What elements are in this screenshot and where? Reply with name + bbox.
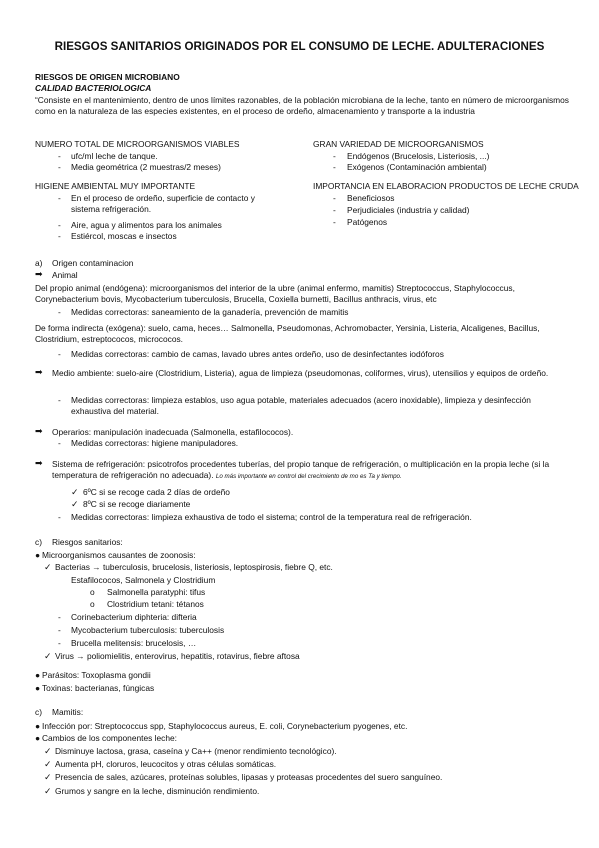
check-icon: ✓ [44,562,52,572]
bullet-icon: ● [35,550,41,560]
list-item: Bacterias → tuberculosis, brucelosis, listeriosis, leptospirosis, fiebre Q, etc. [55,562,333,572]
subsection-title: Animal [52,270,78,280]
list-item: Perjudiciales (industria y calidad) [347,205,470,215]
list-item: Estafilococos, Salmonela y Clostridium [71,575,216,585]
circle-bullet-icon: o [90,587,95,597]
arrow-bullet-icon: ➡ [35,269,43,279]
section-title: Riesgos sanitarios: [52,537,123,547]
list-item: Presencia de sales, azúcares, proteínas solubles, lipasas y proteasas procedentes del suero sanguíneo. [55,772,443,782]
list-item: En el proceso de ordeño, superficie de contacto y sistema refrigeración. [71,193,255,214]
intro-quote: “Consiste en el mantenimiento, dentro de unos límites razonables, de la población microbiana de la leche, tanto en número de microorganismos como en la naturaleza de las especies existentes, en el proceso de ordeño, almacenamiento y transporte a la industria [35,95,569,116]
list-item: Medidas correctoras: limpieza establos, uso agua potable, materiales adecuados (acero inoxidable), limpieza y desinfección exhaustiva del material. [71,395,531,416]
list-dash: - [58,625,61,635]
list-dash: - [58,438,61,448]
paragraph: De forma indirecta (exógena): suelo, cama, heces… Salmonella, Pseudomonas, Achromobacter, Yersinia, Listeria, Alcaligenes, Bacillus, Clostridium, estreptococos, micrococos. [35,323,540,344]
list-dash: - [58,349,61,359]
list-item: Beneficiosos [347,193,395,203]
list-item: Grumos y sangre en la leche, disminución rendimiento. [55,786,260,796]
bullet-icon: ● [35,670,41,680]
left-col-heading-1: NUMERO TOTAL DE MICROORGANISMOS VIABLES [35,139,240,149]
list-item: Virus → poliomielitis, enterovirus, hepatitis, rotavirus, fiebre aftosa [55,651,300,661]
left-col-heading-2: HIGIENE AMBIENTAL MUY IMPORTANTE [35,181,196,191]
list-item: Brucella melitensis: brucelosis, … [71,638,197,648]
list-dash: - [58,512,61,522]
arrow-bullet-icon: ➡ [35,367,43,377]
list-item: Aire, agua y alimentos para los animales [71,220,222,230]
bullet-icon: ● [35,733,41,743]
list-dash: - [58,612,61,622]
paragraph: Medio ambiente: suelo-aire (Clostridium, Listeria), agua de limpieza (pseudomonas, coliformes, virus), utensilios y equipos de ordeño. [52,368,549,378]
section-title: Mamitis: [52,707,84,717]
list-item: Aumenta pH, cloruros, leucocitos y otras células somáticas. [55,759,277,769]
section-heading: RIESGOS DE ORIGEN MICROBIANO [35,72,180,82]
list-item: 6ºC si se recoge cada 2 días de ordeño [83,487,230,497]
check-icon: ✓ [44,651,52,661]
list-item: Parásitos: Toxoplasma gondii [42,670,151,680]
check-icon: ✓ [71,487,79,497]
list-dash: - [333,151,336,161]
right-col-heading-2: IMPORTANCIA EN ELABORACION PRODUCTOS DE LECHE CRUDA [313,181,579,191]
list-dash: - [333,193,336,203]
list-item: Mycobacterium tuberculosis: tuberculosis [71,625,225,635]
list-item: Patógenos [347,217,388,227]
list-item: Estiércol, moscas e insectos [71,231,177,241]
refrigeration-note: Lo más importante en control del crecimiento de mo es Ta y tiempo. [215,472,402,480]
list-dash: - [58,220,61,230]
list-item: Endógenos (Brucelosis, Listeriosis, ...) [347,151,490,161]
section-subheading: CALIDAD BACTERIOLOGICA [35,83,152,93]
check-icon: ✓ [44,759,52,769]
bullet-icon: ● [35,683,41,693]
section-label: c) [35,707,42,717]
list-item: Salmonella paratyphi: tifus [107,587,206,597]
list-dash: - [58,193,61,203]
right-col-heading-1: GRAN VARIEDAD DE MICROORGANISMOS [313,139,484,149]
page-title: RIESGOS SANITARIOS ORIGINADOS POR EL CONSUMO DE LECHE. ADULTERACIONES [54,40,545,53]
list-item: Media geométrica (2 muestras/2 meses) [71,162,221,172]
list-item: Exógenos (Contaminación ambiental) [347,162,487,172]
list-dash: - [58,638,61,648]
refrigeration-text: Sistema de refrigeración: psicotrofos procedentes tuberías, del propio tanque de refrigeración, o multiplicación en la propia leche (si la temperatura de refrigeración no adecuada). [52,459,550,480]
list-item: Clostridium tetani: tétanos [107,599,204,609]
list-dash: - [58,231,61,241]
list-dash: - [333,162,336,172]
paragraph: Operarios: manipulación inadecuada (Salmonella, estafilococos). [52,427,294,437]
check-icon: ✓ [44,772,52,782]
list-item: ufc/ml leche de tanque. [71,151,158,161]
list-item: Medidas correctoras: cambio de camas, lavado ubres antes ordeño, uso de desinfectantes iodóforos [71,349,444,359]
list-item: Infección por: Streptococcus spp, Staphylococcus aureus, E. coli, Corynebacterium pyogenes, etc. [42,721,408,731]
list-dash: - [333,217,336,227]
section-label: c) [35,537,42,547]
list-dash: - [333,205,336,215]
list-item: 8ºC si se recoge diariamente [83,499,191,509]
arrow-bullet-icon: ➡ [35,458,43,468]
list-item: Medidas correctoras: limpieza exhaustiva de todo el sistema; control de la temperatura real de refrigeración. [71,512,472,522]
list-item: Microorganismos causantes de zoonosis: [42,550,196,560]
list-item: Medidas correctoras: higiene manipuladores. [71,438,239,448]
check-icon: ✓ [44,786,52,796]
list-item: Cambios de los componentes leche: [42,733,178,743]
paragraph: Del propio animal (endógena): microorganismos del interior de la ubre (animal enfermo, mamitis) Streptococcus, Staphylococcus, Corynebacterium bovis, Mycobacterium tuberculosis, Brucella, Coxiella burnetti, Bacillus anthracis, virus, etc [35,283,515,304]
section-title: Origen contaminacion [52,258,134,268]
list-item: Toxinas: bacterianas, fúngicas [42,683,155,693]
circle-bullet-icon: o [90,599,95,609]
list-dash: - [58,395,61,405]
arrow-bullet-icon: ➡ [35,426,43,436]
list-dash: - [58,307,61,317]
list-item: Medidas correctoras: saneamiento de la ganadería, prevención de mamitis [71,307,349,317]
list-dash: - [58,151,61,161]
check-icon: ✓ [44,746,52,756]
list-item: Disminuye lactosa, grasa, caseína y Ca++ (menor rendimiento tecnológico). [55,746,337,756]
check-icon: ✓ [71,499,79,509]
list-dash: - [58,162,61,172]
list-item: Corinebacterium diphteria: difteria [71,612,197,622]
bullet-icon: ● [35,721,41,731]
paragraph [52,459,570,482]
section-label: a) [35,258,43,268]
